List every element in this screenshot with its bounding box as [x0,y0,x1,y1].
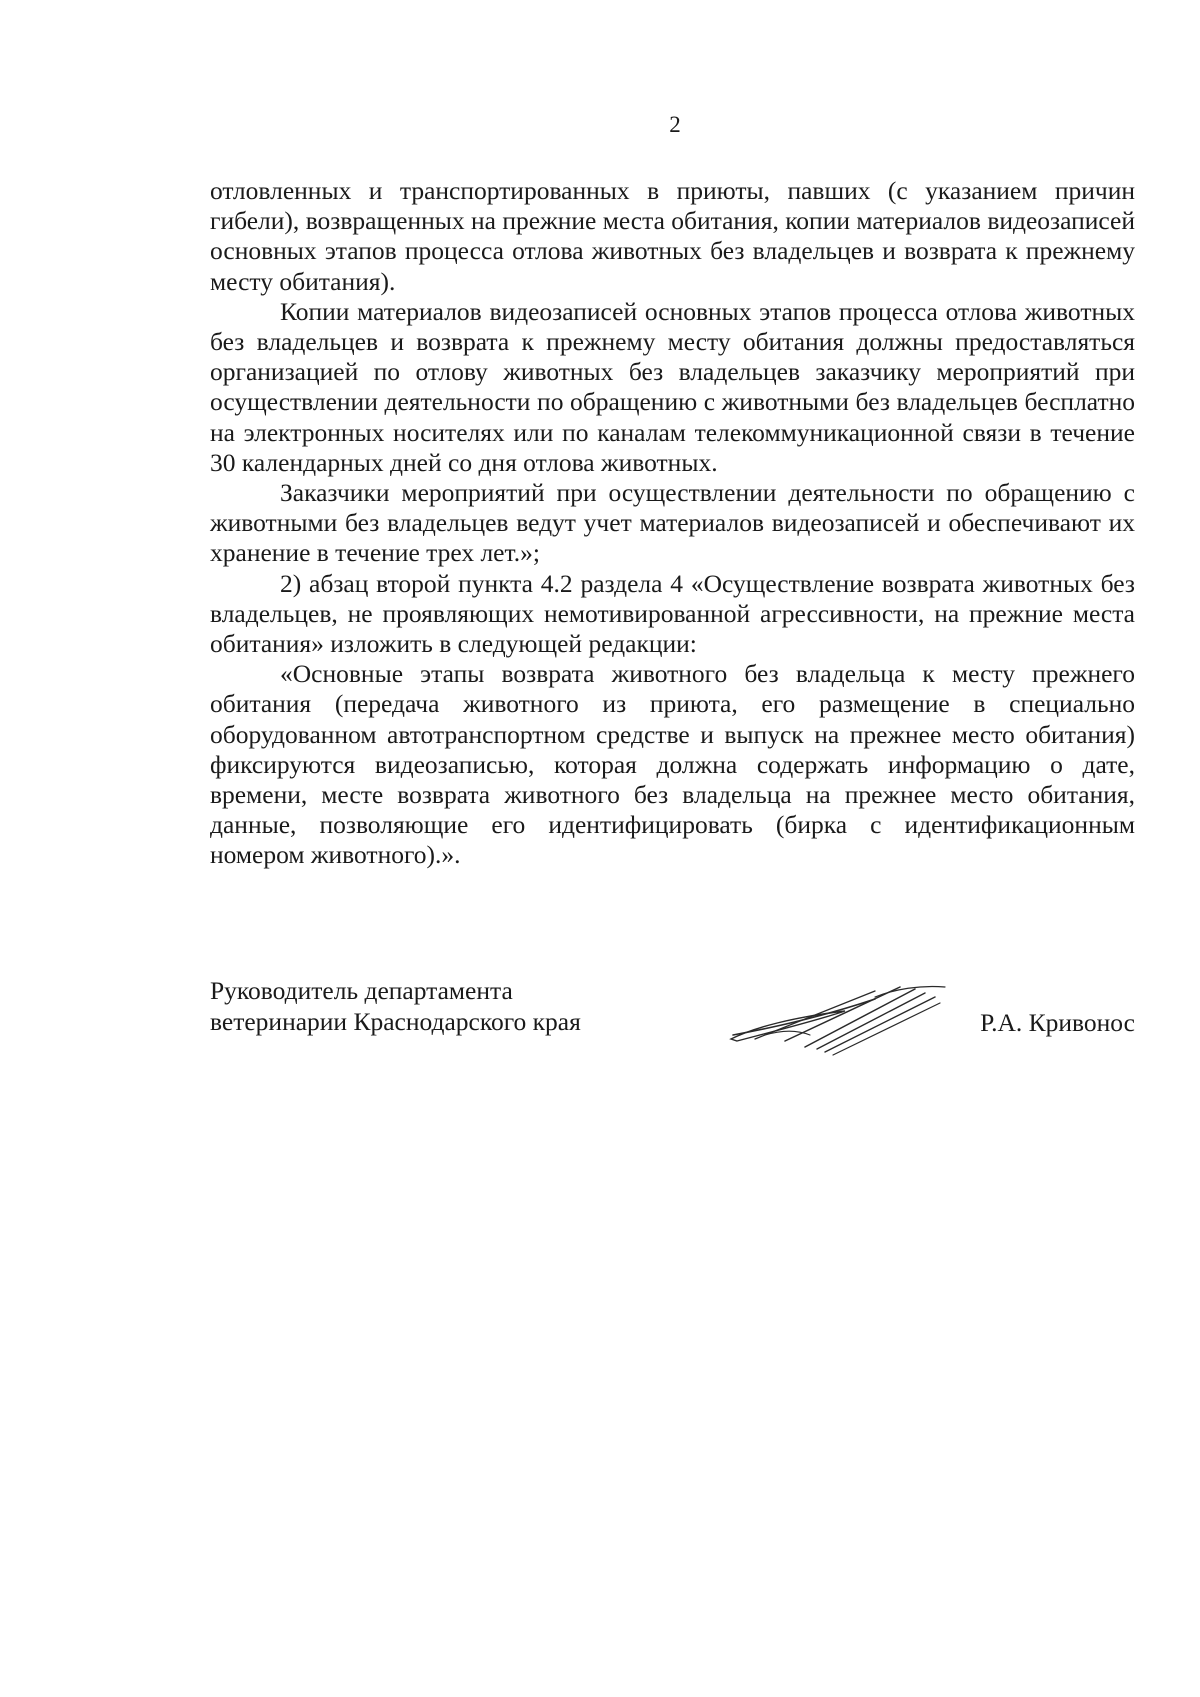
paragraph-customers-storage: Заказчики мероприятий при осуществлении деятельности по обращению с животными без владельцев ведут учет материалов видеозаписей и обеспечивают их хранение в течение трех лет.»; [210,478,1135,568]
signatory-name: Р.А. Кривонос [980,1008,1135,1037]
signature-block [210,975,1135,1065]
handwritten-signature-icon [725,969,955,1059]
paragraph-video-copies: Копии материалов видеозаписей основных этапов процесса отлова животных без владельцев и возврата к прежнему месту обитания должны предоставляться организацией по отлову животных без владельцев заказчику мероприятий при осуществлении деятельности по обращению с животными без владельцев бесплатно на электронных носителях или по каналам телекоммуникационной связи в течение 30 календарных дней со дня отлова животных. [210,296,1135,477]
page-number: 2 [669,112,681,137]
document-body [210,176,1135,871]
signatory-title-line2: ветеринарии Краснодарского края [210,1007,581,1036]
paragraph-continuation: отловленных и транспортированных в приюты, павших (с указанием причин гибели), возвращенных на прежние места обитания, копии материалов видеозаписей основных этапов процесса отлова животных без владельцев и возврата к прежнему месту обитания). [210,176,1135,296]
paragraph-new-wording: «Основные этапы возврата животного без владельца к месту прежнего обитания (передача животного из приюта, его размещение в специально оборудованном автотранспортном средстве и выпуск на прежнее место обитания) фиксируются видеозаписью, которая должна содержать информацию о дате, времени, месте возврата животного без владельца на прежнее место обитания, данные, позволяющие его идентифицировать (бирка с идентификационным номером животного).». [210,659,1135,870]
signatory-title-line1: Руководитель департамента [210,976,513,1005]
signatory-title [210,975,581,1037]
paragraph-amendment-item-2: 2) абзац второй пункта 4.2 раздела 4 «Осуществление возврата животных без владельцев, не проявляющих немотивированной агрессивности, на прежние места обитания» изложить в следующей редакции: [210,568,1135,659]
